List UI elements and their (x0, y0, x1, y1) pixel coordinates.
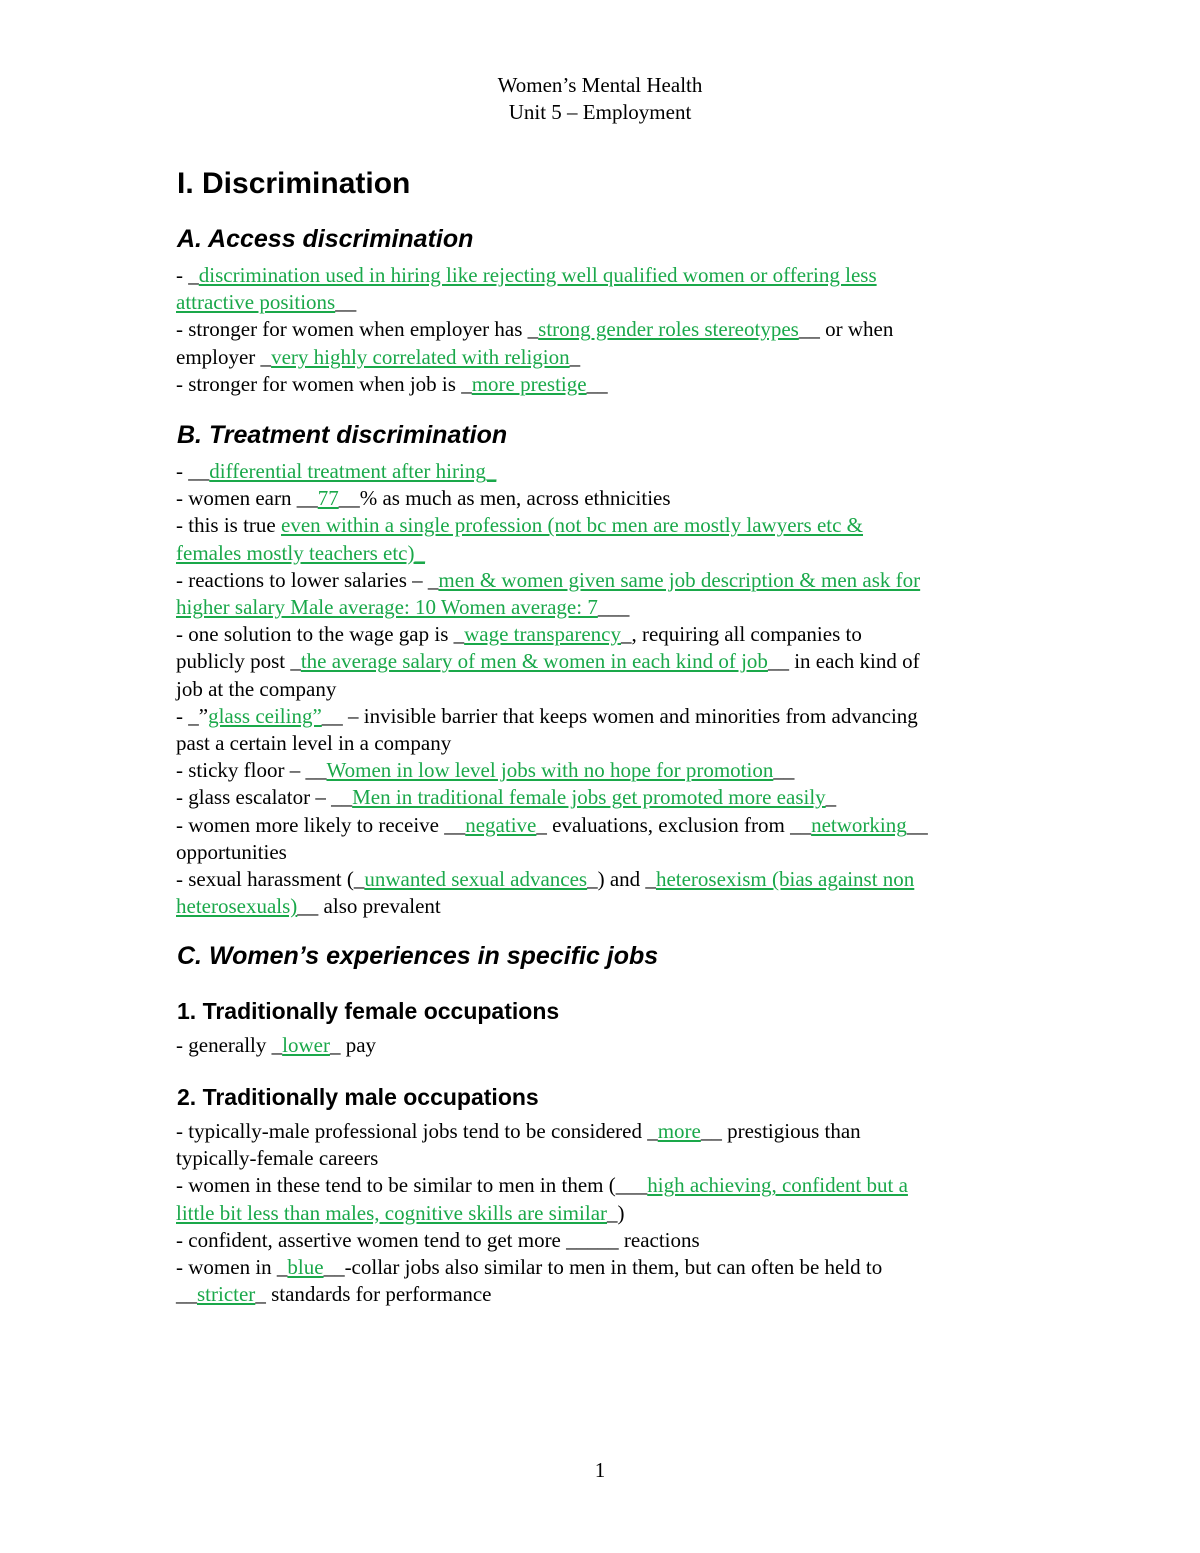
line-text: _, requiring all companies to (620, 622, 862, 647)
line-text: _ standards for performance (255, 1282, 492, 1307)
line-text: __ (773, 758, 795, 783)
filled-answer: even within a single profession (not bc men are mostly lawyers etc & (281, 513, 864, 538)
filled-answer: glass ceiling” (208, 703, 322, 728)
filled-answer: stricter (197, 1282, 256, 1307)
filled-answer: negative (465, 812, 537, 837)
line-text: __ or when (798, 317, 894, 342)
line-text: _ (825, 785, 837, 810)
text-line (176, 703, 918, 730)
text-line (176, 540, 425, 567)
section-title: I. Discrimination (177, 167, 411, 200)
doc-subtitle: Unit 5 – Employment (508, 100, 692, 124)
line-text: - women in these tend to be similar to men in them (___ (176, 1173, 648, 1198)
line-text: - this is true (176, 513, 281, 538)
text-line (176, 757, 794, 784)
line-text: _ evaluations, exclusion from __ (536, 812, 812, 837)
page-number: 1 (594, 1458, 606, 1482)
text-line (176, 1200, 625, 1227)
text-line (176, 262, 877, 289)
text-line (176, 730, 451, 757)
text-line (176, 1145, 378, 1172)
filled-answer: Men in traditional female jobs get promoted more easily (352, 785, 826, 810)
filled-answer: 77 (317, 486, 339, 511)
filled-answer: wage transparency (464, 622, 621, 647)
heading-specific-jobs: C. Women’s experiences in specific jobs (177, 942, 659, 970)
text-line (176, 812, 928, 839)
heading-access-discrimination: A. Access discrimination (177, 225, 474, 253)
line-text: __ also prevalent (297, 894, 441, 919)
line-text: __ (176, 1282, 197, 1307)
line-text: ___ (597, 595, 630, 619)
line-text: - stronger for women when employer has _ (176, 317, 539, 342)
line-text: typically-female careers (176, 1146, 379, 1171)
filled-answer: heterosexism (bias against non (655, 867, 915, 891)
line-text: - reactions to lower salaries – _ (176, 567, 439, 592)
filled-answer: females mostly teachers etc)_ (176, 540, 425, 565)
filled-answer: differential treatment after hiring_ (209, 459, 497, 483)
text-line (176, 316, 893, 343)
line-text: _) (607, 1200, 625, 1225)
line-text: - women earn __ (176, 486, 318, 511)
text-line (176, 485, 671, 512)
line-text: __ (586, 371, 608, 396)
line-text: - women in _ (176, 1255, 288, 1279)
line-text: - confident, assertive women tend to get more _____ reactions (176, 1227, 700, 1252)
line-text: __% as much as men, across ethnicities (338, 486, 671, 511)
line-text: _) and _ (587, 867, 656, 891)
filled-answer: unwanted sexual advances (364, 867, 588, 891)
text-line (176, 676, 336, 703)
line-text: - one solution to the wage gap is _ (176, 622, 465, 647)
line-text: opportunities (176, 839, 287, 864)
text-line (176, 512, 863, 539)
line-text: - glass escalator – __ (176, 785, 353, 810)
text-line (176, 289, 356, 316)
filled-answer: very highly correlated with religion (271, 344, 570, 369)
text-line (176, 1254, 882, 1281)
text-line (176, 866, 914, 893)
line-text: - typically-male professional jobs tend to be considered _ (176, 1119, 658, 1143)
line-text: __ (906, 812, 928, 837)
line-text: __ – invisible barrier that keeps women and minorities from advancing (321, 703, 918, 728)
text-line (176, 648, 920, 675)
heading-female-occupations: 1. Traditionally female occupations (177, 998, 560, 1024)
line-text: __ prestigious than (700, 1119, 861, 1143)
text-line (176, 1118, 861, 1145)
heading-male-occupations: 2. Traditionally male occupations (177, 1084, 539, 1110)
text-line (176, 1281, 491, 1308)
filled-answer: networking (811, 812, 907, 837)
line-text: _ pay (329, 1033, 377, 1057)
filled-answer: heterosexuals) (176, 894, 298, 919)
text-line (176, 1227, 700, 1254)
filled-answer: attractive positions (176, 290, 336, 315)
filled-answer: more prestige (471, 371, 587, 396)
text-line (176, 458, 496, 485)
filled-answer: little bit less than males, cognitive skills are similar (176, 1200, 608, 1225)
line-text: __ in each kind of (767, 649, 920, 674)
filled-answer: the average salary of men & women in each kind of job (300, 649, 768, 674)
filled-answer: more (657, 1119, 701, 1143)
line-text: - sticky floor – __ (176, 758, 327, 783)
filled-answer: lower (282, 1033, 330, 1057)
line-text: - women more likely to receive __ (176, 812, 466, 837)
line-text: - __ (176, 459, 210, 483)
text-line (176, 371, 608, 398)
text-line (176, 567, 920, 594)
filled-answer: high achieving, confident but a (647, 1173, 908, 1198)
filled-answer: higher salary Male average: 10 Women average: 7 (176, 595, 598, 619)
doc-title: Women’s Mental Health (497, 73, 703, 97)
line-text: job at the company (176, 676, 337, 701)
text-line (176, 344, 580, 371)
line-text: publicly post _ (176, 649, 301, 674)
filled-answer: men & women given same job description & men ask for (438, 567, 921, 592)
text-line (176, 839, 287, 866)
text-line (176, 1172, 908, 1199)
filled-answer: Women in low level jobs with no hope for promotion (326, 758, 774, 783)
line-text: __ (335, 290, 357, 315)
filled-answer: blue (287, 1255, 324, 1279)
text-line (176, 621, 862, 648)
line-text: - sexual harassment (_ (176, 867, 365, 891)
line-text: - generally _ (176, 1033, 283, 1057)
line-text: - stronger for women when job is _ (176, 371, 472, 396)
line-text: - _” (176, 703, 209, 728)
filled-answer: discrimination used in hiring like rejecting well qualified women or offering less (198, 263, 877, 287)
text-line (176, 893, 441, 920)
text-line (176, 594, 629, 621)
line-text: _ (569, 344, 581, 369)
filled-answer: strong gender roles stereotypes (538, 317, 799, 342)
line-text: __-collar jobs also similar to men in them, but can often be held to (323, 1255, 883, 1279)
heading-treatment-discrimination: B. Treatment discrimination (177, 421, 508, 449)
text-line (176, 784, 836, 811)
line-text: employer _ (176, 344, 272, 369)
line-text: - _ (176, 263, 199, 287)
text-line (176, 1032, 376, 1059)
line-text: past a certain level in a company (176, 731, 452, 755)
